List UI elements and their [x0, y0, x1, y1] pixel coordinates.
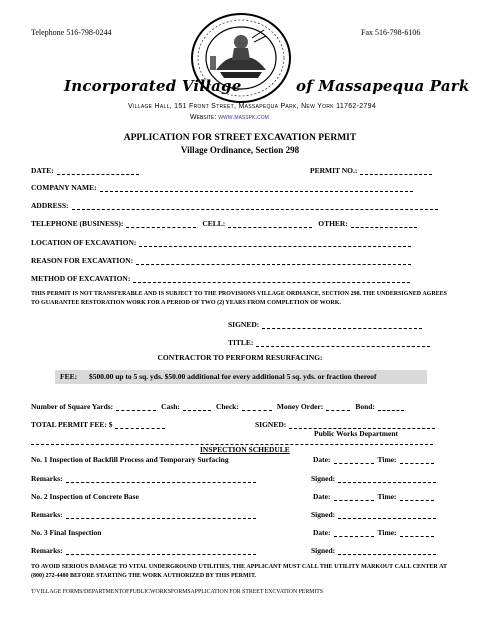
inspection-2-date-label: Date:	[313, 492, 331, 501]
signed2-label: SIGNED:	[255, 420, 287, 429]
location-label: LOCATION OF EXCAVATION:	[31, 238, 137, 247]
signed2-field[interactable]	[289, 420, 435, 429]
total-fee-row	[31, 420, 165, 429]
transfer-notice: THIS PERMIT IS NOT TRANSFERABLE AND IS SUBJECT TO THE PROVISIONS VILLAGE ORDIANCE, SECTION 298. THE UNDERSIGNED AGREES TO GUARANTEE RESTORATION WORK FOR A PERIOD OF TWO (2) YEARS FROM COMPLETION OF WORK.	[31, 291, 447, 306]
method-row	[31, 274, 410, 283]
signed-label: SIGNED:	[228, 320, 260, 329]
inspection-1-label: No. 1 Inspection of Backfill Process and Temporary Surfacing	[31, 455, 229, 464]
inspection-3-remarks-field[interactable]	[66, 546, 256, 555]
cash-label: Cash:	[161, 402, 180, 411]
inspection-1-date-label: Date:	[313, 455, 331, 464]
inspection-1-time-field[interactable]	[400, 455, 434, 464]
title-field[interactable]	[256, 338, 430, 347]
company-field[interactable]	[100, 183, 413, 192]
check-label: Check:	[215, 402, 239, 411]
cash-field[interactable]	[183, 402, 211, 411]
inspection-3-time-label: Time:	[377, 528, 397, 537]
address-field[interactable]	[72, 201, 438, 210]
cell-label: CELL:	[202, 219, 226, 228]
inspection-2-remarks-row	[31, 510, 256, 519]
money-order-label: Money Order:	[276, 402, 324, 411]
inspection-2-date-field[interactable]	[334, 492, 374, 501]
website-line	[190, 114, 269, 121]
fax-text: Fax 516-798-6106	[361, 28, 421, 37]
inspection-1-time-label: Time:	[377, 455, 397, 464]
address-label: ADDRESS:	[31, 201, 69, 210]
other-field[interactable]	[351, 219, 417, 228]
address-line: Village Hall, 151 Front Street, Massapequa Park, New York 11762-2794	[128, 103, 377, 110]
other-label: OTHER:	[318, 219, 348, 228]
inspection-1-remarks-field[interactable]	[66, 474, 256, 483]
title-row	[228, 338, 430, 347]
inspection-3-time-field[interactable]	[400, 528, 434, 537]
bond-field[interactable]	[378, 402, 404, 411]
inspection-1-date-field[interactable]	[334, 455, 374, 464]
inspection-2-time-label: Time:	[377, 492, 397, 501]
inspection-2-row	[31, 492, 139, 501]
inspection-1-remarks-label: Remarks:	[31, 474, 63, 483]
inspection-3-signed-field[interactable]	[338, 546, 436, 555]
address-row	[31, 201, 438, 210]
cell-field[interactable]	[228, 219, 312, 228]
inspection-3-remarks-row	[31, 546, 256, 555]
location-field[interactable]	[139, 238, 411, 247]
permit-no-row	[310, 166, 432, 175]
date-row	[31, 166, 139, 175]
utility-warning: TO AVOID SERIOUS DAMAGE TO VITAL UNDERGROUND UTILITIES, THE APPLICANT MUST CALL THE UTILITY MARKOUT CALL CENTER AT (800) 272-4480 BEFORE STARTING THE WORK AUTHORIZED BY THIS PERMIT.	[31, 564, 447, 579]
inspection-3-row	[31, 528, 101, 537]
inspection-3-remarks-label: Remarks:	[31, 546, 63, 555]
fee-line	[60, 372, 377, 381]
permit-no-field[interactable]	[360, 166, 432, 175]
inspection-1-remarks-row	[31, 474, 256, 483]
inspection-2-signed-row	[311, 510, 436, 519]
inspection-2-datetime	[313, 492, 434, 501]
reason-row	[31, 256, 411, 265]
inspection-1-datetime	[313, 455, 434, 464]
permit-no-label: PERMIT NO.:	[310, 166, 358, 175]
village-name-left: Incorporated Village	[64, 77, 242, 95]
village-name-right: of Massapequa Park	[296, 77, 470, 95]
inspection-1-signed-label: Signed:	[311, 474, 336, 483]
square-yards-field[interactable]	[116, 402, 156, 411]
reason-label: REASON FOR EXCAVATION:	[31, 256, 134, 265]
total-fee-label: TOTAL PERMIT FEE: $	[31, 420, 113, 429]
money-order-field[interactable]	[326, 402, 350, 411]
fee-text: $500.00 up to 5 sq. yds. $50.00 additional for every additional 5 sq. yds. or fraction thereof	[88, 372, 377, 381]
form-title: APPLICATION FOR STREET EXCAVATION PERMIT	[123, 133, 357, 143]
title-label: TITLE:	[228, 338, 254, 347]
company-label: COMPANY NAME:	[31, 183, 97, 192]
date-label: DATE:	[31, 166, 54, 175]
website-link[interactable]: www.masspk.com	[218, 114, 269, 121]
inspection-3-signed-row	[311, 546, 436, 555]
inspection-2-remarks-field[interactable]	[66, 510, 256, 519]
check-field[interactable]	[242, 402, 272, 411]
square-yards-label: Number of Square Yards:	[31, 402, 114, 411]
form-subtitle: Village Ordinance, Section 298	[180, 145, 300, 155]
signed-field[interactable]	[262, 320, 422, 329]
inspection-2-label: No. 2 Inspection of Concrete Base	[31, 492, 139, 501]
date-field[interactable]	[57, 166, 139, 175]
contractor-heading: CONTRACTOR TO PERFORM RESURFACING:	[157, 353, 323, 362]
website-label: Website:	[190, 114, 217, 121]
payment-row	[31, 402, 404, 411]
total-fee-field[interactable]	[115, 420, 165, 429]
inspection-2-time-field[interactable]	[400, 492, 434, 501]
telephone-text: Telephone 516-798-0244	[31, 28, 112, 37]
inspection-2-remarks-label: Remarks:	[31, 510, 63, 519]
method-label: METHOD OF EXCAVATION:	[31, 274, 131, 283]
telephone-business-label: TELEPHONE (BUSINESS):	[31, 219, 124, 228]
method-field[interactable]	[133, 274, 410, 283]
inspection-3-datetime	[313, 528, 434, 537]
inspection-1-row	[31, 455, 229, 464]
fee-label: FEE:	[60, 372, 78, 381]
company-row	[31, 183, 413, 192]
telephone-business-field[interactable]	[126, 219, 196, 228]
inspection-3-date-field[interactable]	[334, 528, 374, 537]
inspection-2-signed-field[interactable]	[338, 510, 436, 519]
inspection-1-signed-field[interactable]	[338, 474, 436, 483]
bond-label: Bond:	[355, 402, 375, 411]
inspection-heading: INSPECTION SCHEDULE	[200, 445, 290, 454]
signed-row	[228, 320, 422, 329]
inspection-3-date-label: Date:	[313, 528, 331, 537]
public-works-label: Public Works Department	[314, 429, 399, 438]
inspection-2-signed-label: Signed:	[311, 510, 336, 519]
inspection-3-signed-label: Signed:	[311, 546, 336, 555]
footer-path: T/VILLAGE FORMS/DEPARTMENTOFPUBLICWORKSFORMSAPPLICATION FOR STREET EXCVATION PERMITS	[31, 589, 324, 595]
inspection-1-signed-row	[311, 474, 436, 483]
reason-field[interactable]	[136, 256, 411, 265]
signed2-row	[255, 420, 435, 429]
telephone-row	[31, 219, 417, 228]
inspection-3-label: No. 3 Final Inspection	[31, 528, 102, 537]
location-row	[31, 238, 411, 247]
